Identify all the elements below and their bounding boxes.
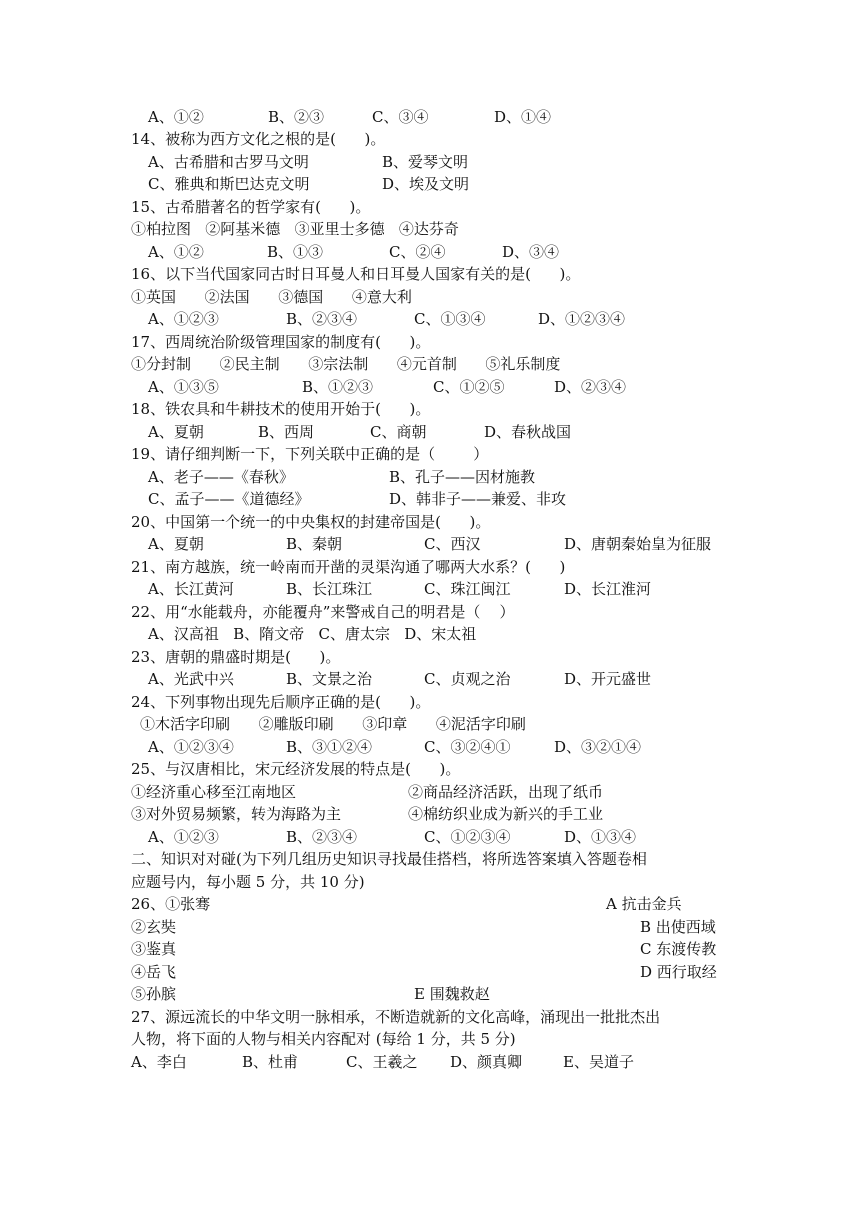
text-segment: A、夏朝: [148, 423, 204, 441]
text-segment: 20、中国第一个统一的中央集权的封建帝国是( )。: [131, 513, 491, 531]
text-segment: C、①②⑤: [433, 378, 505, 396]
text-segment: 24、下列事物出现先后顺序正确的是( )。: [131, 693, 431, 711]
text-segment: ②玄奘: [131, 918, 177, 936]
text-segment: C、孟子——《道德经》: [148, 490, 310, 508]
text-segment: E 围魏救赵: [414, 985, 490, 1003]
text-segment: ③对外贸易频繁，转为海路为主: [131, 805, 342, 823]
text-segment: B、①③: [267, 243, 324, 261]
text-segment: 17、西周统治阶级管理国家的制度有( )。: [131, 333, 431, 351]
text-segment: C、①②③④: [424, 828, 511, 846]
text-segment: 应题号内，每小题 5 分，共 10 分): [131, 873, 365, 891]
text-segment: C、①③④: [414, 310, 486, 328]
text-segment: B、②③④: [286, 310, 358, 328]
text-segment: ④岳飞: [131, 963, 177, 981]
text-segment: D、②③④: [554, 378, 627, 396]
text-segment: 18、铁农具和牛耕技术的使用开始于( )。: [131, 400, 431, 418]
text-segment: 25、与汉唐相比，宋元经济发展的特点是( )。: [131, 760, 461, 778]
text-segment: C、③②④①: [424, 738, 511, 756]
text-segment: C、珠江闽江: [424, 580, 511, 598]
text-segment: 14、被称为西方文化之根的是( )。: [131, 130, 386, 148]
text-segment: C、③④: [372, 108, 429, 126]
text-segment: 二、知识对对碰(为下列几组历史知识寻找最佳搭档，将所选答案填入答题卷相: [131, 850, 647, 868]
text-segment: 19、请仔细判断一下，下列关联中正确的是（ ）: [131, 445, 489, 463]
text-segment: B、长江珠江: [286, 580, 373, 598]
text-segment: D、③②①④: [554, 738, 642, 756]
text-segment: B、文景之治: [286, 670, 373, 688]
text-segment: ⑤孙膑: [131, 985, 177, 1003]
text-segment: B、①②③: [302, 378, 374, 396]
text-segment: C 东渡传教: [640, 940, 717, 958]
text-segment: D、埃及文明: [382, 175, 470, 193]
text-segment: B、杜甫: [242, 1053, 299, 1071]
text-segment: 人物，将下面的人物与相关内容配对 (每给 1 分，共 5 分): [131, 1030, 516, 1048]
text-segment: B、爱琴文明: [382, 153, 469, 171]
text-segment: ④棉纺织业成为新兴的手工业: [408, 805, 604, 823]
text-segment: B、孔子——因材施教: [389, 468, 536, 486]
text-segment: D、春秋战国: [484, 423, 572, 441]
text-segment: ①柏拉图 ②阿基米德 ③亚里士多德 ④达芬奇: [131, 220, 459, 238]
text-segment: ①分封制 ②民主制 ③宗法制 ④元首制 ⑤礼乐制度: [131, 355, 561, 373]
text-segment: B、②③④: [286, 828, 358, 846]
text-segment: D、①④: [494, 108, 552, 126]
text-segment: C、商朝: [370, 423, 427, 441]
text-segment: A、老子——《春秋》: [148, 468, 294, 486]
text-segment: ①经济重心移至江南地区: [131, 783, 297, 801]
text-segment: 26、①张骞: [131, 895, 211, 913]
text-segment: ③鉴真: [131, 940, 177, 958]
text-segment: 27、源远流长的中华文明一脉相承，不断造就新的文化高峰，涌现出一批批杰出: [131, 1008, 661, 1026]
text-segment: C、贞观之治: [424, 670, 511, 688]
text-segment: C、西汉: [424, 535, 481, 553]
text-segment: A 抗击金兵: [606, 895, 682, 913]
text-segment: A、①③⑤: [148, 378, 219, 396]
text-segment: C、②④: [389, 243, 446, 261]
text-segment: A、李白: [131, 1053, 187, 1071]
text-segment: C、雅典和斯巴达克文明: [148, 175, 310, 193]
text-segment: 15、古希腊著名的哲学家有( )。: [131, 198, 371, 216]
text-segment: D、③④: [502, 243, 560, 261]
text-segment: A、①②: [148, 108, 204, 126]
text-segment: A、长江黄河: [148, 580, 234, 598]
text-segment: D、颜真卿: [450, 1053, 523, 1071]
text-segment: ①木活字印刷 ②雕版印刷 ③印章 ④泥活字印刷: [140, 715, 526, 733]
text-segment: D、开元盛世: [564, 670, 652, 688]
text-segment: ②商品经济活跃，出现了纸币: [408, 783, 604, 801]
text-segment: B、西周: [258, 423, 315, 441]
text-segment: 22、用“水能载舟，亦能覆舟”来警戒自己的明君是（ ）: [131, 603, 515, 621]
text-segment: A、汉高祖 B、隋文帝 C、唐太宗 D、宋太祖: [148, 625, 477, 643]
text-segment: B、秦朝: [286, 535, 343, 553]
text-segment: A、①②: [148, 243, 204, 261]
text-segment: D、①③④: [564, 828, 637, 846]
text-segment: C、王羲之: [346, 1053, 418, 1071]
text-segment: D 西行取经: [640, 963, 717, 981]
text-segment: A、夏朝: [148, 535, 204, 553]
text-segment: ①英国 ②法国 ③德国 ④意大利: [131, 288, 412, 306]
text-segment: D、韩非子——兼爱、非攻: [389, 490, 567, 508]
text-segment: B 出使西域: [640, 918, 716, 936]
text-segment: D、唐朝秦始皇为征服: [564, 535, 712, 553]
text-segment: 23、唐朝的鼎盛时期是( )。: [131, 648, 341, 666]
text-segment: D、①②③④: [538, 310, 626, 328]
text-segment: A、①②③: [148, 310, 219, 328]
text-segment: B、③①②④: [286, 738, 373, 756]
text-segment: E、吴道子: [563, 1053, 634, 1071]
text-segment: A、光武中兴: [148, 670, 234, 688]
text-segment: 16、以下当代国家同古时日耳曼人和日耳曼人国家有关的是( )。: [131, 265, 581, 283]
text-segment: A、古希腊和古罗马文明: [148, 153, 309, 171]
text-segment: A、①②③: [148, 828, 219, 846]
text-segment: D、长江淮河: [564, 580, 652, 598]
text-segment: A、①②③④: [148, 738, 234, 756]
text-segment: 21、南方越族，统一岭南而开凿的灵渠沟通了哪两大水系？( ): [131, 558, 566, 576]
text-segment: B、②③: [268, 108, 325, 126]
